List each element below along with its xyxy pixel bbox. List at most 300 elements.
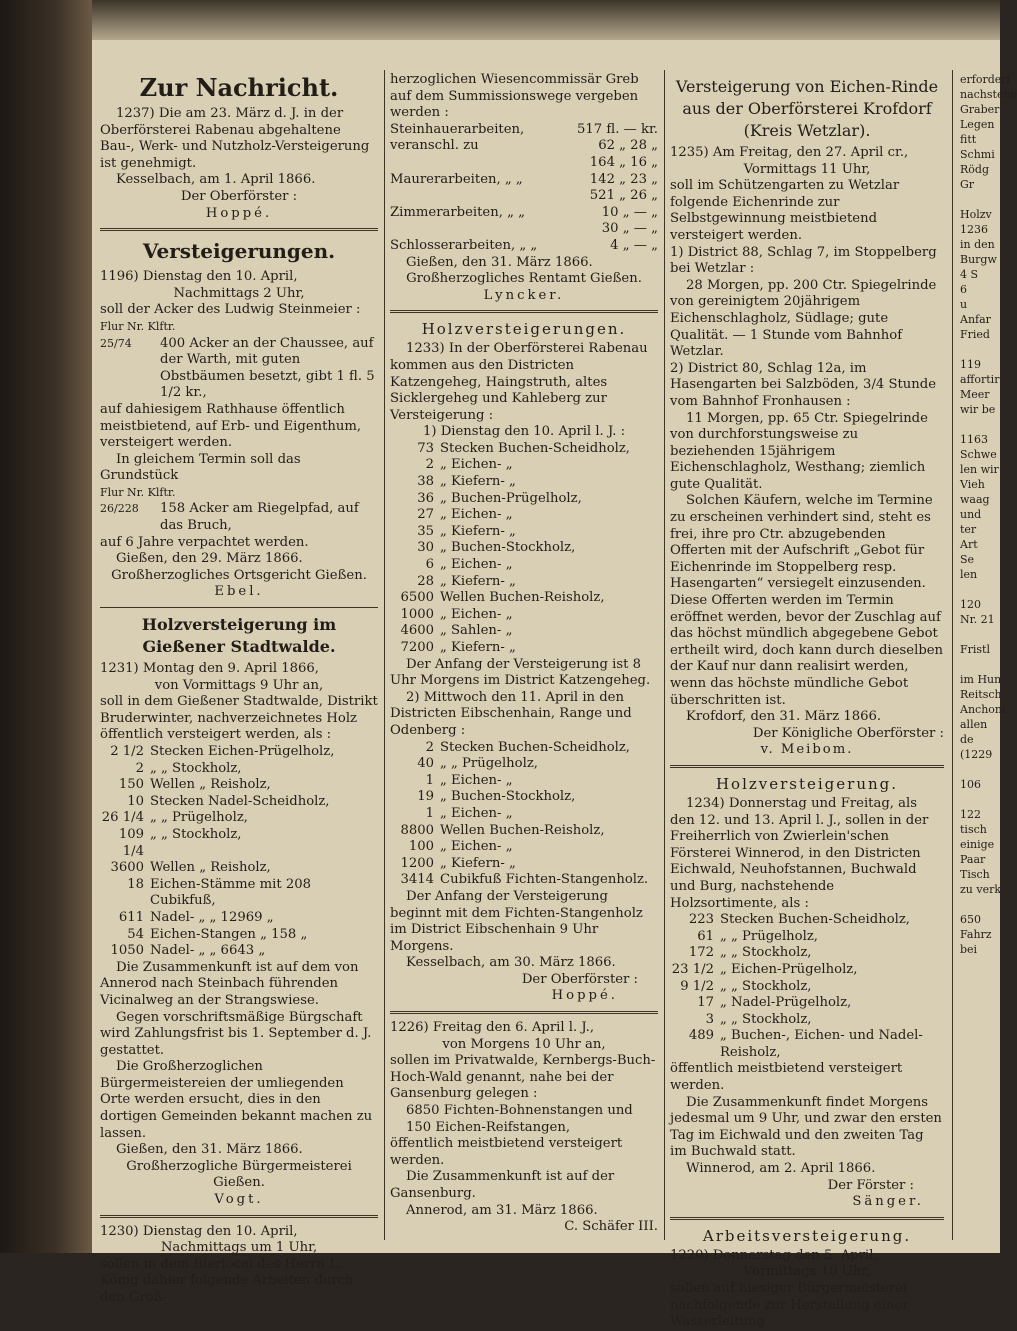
cropped-line: Nr. 21 (960, 613, 995, 626)
cropped-line: 650 (960, 913, 981, 926)
row-description: „ Kiefern- „ (440, 523, 516, 539)
priv-line: 1226) Freitag den 6. April l. J., (390, 1020, 595, 1036)
rinde-line: 1235) Am Freitag, den 27. April cr., (670, 145, 909, 160)
row-quantity: 611 (118, 909, 144, 925)
cropped-line: affortir (960, 373, 1000, 386)
cost-label: veranschl. zu (390, 138, 479, 154)
cropped-line: len wir (960, 463, 999, 476)
row-quantity: 2 (425, 739, 434, 755)
cropped-line: tisch (960, 823, 987, 836)
separator (100, 1215, 378, 1218)
separator (390, 1011, 658, 1014)
holz3-table (670, 912, 944, 1061)
table-row (100, 794, 378, 811)
cropped-line (960, 192, 1000, 207)
cost-label: Maurerarbeiten, „ „ (390, 171, 523, 187)
holz-line: Die Großherzoglichen Bürgermeistereien der umliegenden Orte werden ersucht, dies in den dortigen Gemeinden bekannt machen zu lassen. (100, 1059, 373, 1141)
holz-name: Vogt. (214, 1192, 264, 1208)
row-quantity: 36 (417, 490, 434, 506)
column-2 (390, 72, 658, 1236)
holz-line: 1231) Montag den 9. April 1866, (100, 661, 319, 677)
holz-line: Die Zusammenkunft ist auf dem von Annerod nach Steinbach führenden Vicinalweg an der Strangswiese. (100, 959, 359, 1008)
holz2-office: Der Oberförster : (521, 971, 638, 987)
cropped-line: u (960, 298, 968, 311)
cost-row (390, 188, 658, 205)
cost-row (390, 155, 658, 172)
row-description: „ Eichen- „ (440, 606, 513, 622)
row-quantity: 18 (127, 876, 144, 892)
cost-row (390, 221, 658, 238)
rentamt-date: Gießen, den 31. März 1866. (406, 254, 593, 270)
table-row (670, 912, 944, 929)
cropped-line: Vieh (960, 478, 985, 491)
row-quantity: 23 1/2 (671, 961, 714, 977)
row-quantity: 9 1/2 (680, 978, 714, 994)
holz3-line: Die Zusammenkunft findet Morgens jedesmal um 9 Uhr, und zwar den ersten Tag im Eichwald und den zweiten Tag im Buchwald statt. (670, 1094, 942, 1160)
verst-item-text: 158 Acker am Riegelpfad, auf das Bruch, (160, 501, 359, 534)
rinde-item: 1) District 88, Schlag 7, im Stoppelberg bei Wetzlar : (670, 244, 937, 277)
cropped-line: und (960, 508, 982, 521)
cost-row (390, 238, 658, 255)
holz2-table-2 (390, 740, 658, 889)
row-description: „ Eichen- „ (440, 839, 513, 855)
row-description: „ Kiefern- „ (440, 474, 516, 490)
cropped-line (960, 897, 1000, 912)
row-description: Wellen „ Reisholz, (150, 860, 271, 876)
cropped-line: Reitsch (960, 688, 1002, 701)
holzversteigerungen-title: Holzversteigerungen. (421, 320, 627, 339)
row-description: Stecken Buchen-Scheidholz, (440, 440, 630, 456)
rinde-date: Krofdorf, den 31. März 1866. (686, 709, 882, 725)
row-description: „ „ Stockholz, (720, 945, 812, 961)
row-description: „ Kiefern- „ (440, 573, 516, 589)
row-quantity: 1050 (110, 943, 144, 959)
row-description: Cubikfuß Fichten-Stangenholz. (440, 872, 649, 888)
row-quantity: 172 (688, 945, 714, 961)
arb3-line: sollen auf hiesiger Bürgermeisterei nachfolgende zur Herstellung einer Wasserleitung (670, 1281, 909, 1330)
table-row (390, 872, 658, 889)
verst-flur-header: Flur Nr. Klftr. (100, 485, 176, 499)
table-row (100, 827, 378, 860)
row-quantity: 150 (118, 777, 144, 793)
table-row (390, 507, 658, 524)
row-quantity: 28 (417, 573, 434, 589)
row-description: Stecken Eichen-Prügelholz, (150, 744, 335, 759)
row-quantity: 3 (705, 1011, 714, 1027)
rinde-item-detail: 28 Morgen, pp. 200 Ctr. Spiegelrinde von gereinigtem 20jährigem Eichenschlagholz, Südlage; gute Qualität. — 1 Stunde vom Bahnhof Wetzlar. (670, 277, 937, 360)
table-row (390, 574, 658, 591)
cropped-line: waag (960, 493, 990, 506)
cost-amount: 30 „ — „ (601, 221, 658, 237)
rentamt-office: Großherzogliches Rentamt Gießen. (406, 271, 642, 287)
rinde-office: Der Königliche Oberförster : (752, 725, 944, 741)
table-row (390, 457, 658, 474)
table-row (390, 640, 658, 657)
table-row (670, 962, 944, 979)
cropped-line: nachstehe (960, 88, 1017, 101)
row-description: „ Buchen-, Eichen- und Nadel-Reisholz, (720, 1028, 923, 1060)
holz2-intro: 1233) In der Oberförsterei Rabenau kommen aus den Districten Katzengeheg, Haingstruth, altes Sicklergeheg und Kahleberg zur Versteigerung : (390, 341, 648, 423)
verst-item (100, 336, 378, 402)
row-quantity: 61 (697, 928, 714, 944)
separator (390, 310, 658, 313)
table-row (390, 474, 658, 491)
verst-item-text: 400 Acker an der Chaussee, auf der Warth, mit guten Obstbäumen besetzt, gibt 1 fl. 5 1/2 kr., (160, 335, 375, 401)
row-quantity: 19 (417, 789, 434, 805)
cropped-line: 4 S (960, 268, 979, 281)
cost-amount: 62 „ 28 „ (598, 138, 658, 154)
column-rule (952, 70, 953, 1240)
verst-line: soll der Acker des Ludwig Steinmeier : (100, 302, 361, 318)
cropped-line: Holzv (960, 208, 992, 221)
row-description: „ „ Stockholz, (150, 760, 242, 776)
nachricht-office: Der Oberförster : (180, 188, 298, 204)
cropped-line: Fried (960, 328, 990, 341)
row-quantity: 489 (688, 1028, 714, 1044)
rinde-title: Versteigerung von Eichen-Rinde aus der Oberförsterei Krofdorf (Kreis Wetzlar). (675, 77, 939, 140)
holz-line: Gegen vorschriftsmäßige Bürgschaft wird Zahlungsfrist bis 1. September d. J. gestattet. (100, 1009, 372, 1058)
cropped-line: Legen (960, 118, 995, 131)
row-description: „ Kiefern- „ (440, 855, 516, 871)
nachricht-text: 1237) Die am 23. März d. J. in der Oberförsterei Rabenau abgehaltene Bau-, Werk- und Nutzholz-Versteigerung ist genehmigt. (100, 106, 370, 171)
table-row (390, 590, 658, 607)
row-description: „ Buchen-Stockholz, (440, 789, 576, 805)
cost-amount: 10 „ — „ (601, 204, 658, 220)
cost-amount: 517 fl. — kr. (577, 121, 658, 137)
table-row (100, 927, 378, 944)
row-description: Nadel- „ „ 12969 „ (150, 909, 274, 925)
holz2-line: Der Anfang der Versteigerung beginnt mit dem Fichten-Stangenholz im District Eibschenhain 9 Uhr Morgens. (390, 888, 643, 954)
priv-date: Annerod, am 31. März 1866. (406, 1202, 598, 1218)
verst-fraction: 25/74 (100, 336, 132, 350)
column-3 (670, 72, 944, 1331)
cropped-line: 6 (960, 283, 967, 296)
cropped-line: einige (960, 838, 995, 851)
cont-line: herzoglichen Wiesencommissär Greb auf dem Summissionswege vergeben werden : (390, 72, 639, 121)
row-description: „ Eichen-Prügelholz, (720, 961, 858, 977)
cropped-line: Schwe (960, 448, 997, 461)
row-description: „ Eichen- „ (440, 457, 513, 473)
cropped-line: fitt (960, 133, 977, 146)
cost-row (390, 122, 658, 139)
verst-flur-header: Flur Nr. Klftr. (100, 319, 176, 333)
row-quantity: 30 (417, 540, 434, 556)
table-row (100, 860, 378, 877)
row-description: „ „ Stockholz, (720, 1011, 812, 1027)
cropped-line: Meer (960, 388, 990, 401)
priv-line: öffentlich meistbietend versteigert werden. (390, 1136, 623, 1168)
separator (100, 607, 378, 608)
cost-row (390, 138, 658, 155)
holz3-intro: 1234) Donnerstag und Freitag, als den 12. und 13. April l. J., sollen in der Freiherrlich von Zwierlein'schen Försterei Winnerod, in den Districten Eichwald, Neuhofstannen, Buchwald und Burg, nachstehende Holzsortimente, als : (670, 795, 929, 911)
holz-stadtwald-title: Holzversteigerung im Gießener Stadtwalde. (141, 615, 337, 657)
verst-line: auf 6 Jahre verpachtet werden. (100, 534, 309, 550)
row-description: „ Kiefern- „ (440, 640, 516, 655)
cost-amount: 164 „ 16 „ (589, 154, 658, 170)
cropped-line: 122 (960, 808, 981, 821)
row-quantity: 54 (127, 926, 144, 942)
cropped-line (960, 582, 1000, 597)
rinde-item: 2) District 80, Schlag 12a, im Hasengarten bei Salzböden, 3/4 Stunde vom Bahnhof Fronhausen : (670, 360, 937, 409)
table-row (390, 839, 658, 856)
nachricht-name: Hoppé. (205, 205, 273, 221)
table-row (390, 441, 658, 458)
table-row (390, 491, 658, 508)
row-description: Nadel- „ „ 6643 „ (150, 943, 266, 959)
cost-label (390, 188, 563, 205)
nachricht-title: Zur Nachricht. (139, 73, 339, 102)
column-rule (384, 70, 385, 1240)
cropped-line (960, 417, 1000, 432)
table-row (670, 995, 944, 1012)
cropped-line: zu verk (960, 883, 1002, 896)
table-row (670, 979, 944, 996)
cost-row (390, 205, 658, 222)
row-quantity: 38 (417, 474, 434, 490)
cost-label: Schlosserarbeiten, „ „ (390, 237, 538, 253)
table-row (390, 789, 658, 806)
row-description: „ Buchen-Prügelholz, (440, 490, 582, 506)
row-quantity: 2 (425, 457, 434, 473)
row-description: „ Sahlen- „ (440, 623, 513, 639)
table-row (100, 761, 378, 778)
row-quantity: 1 (425, 805, 434, 821)
row-description: „ „ Prügelholz, (440, 756, 538, 772)
arb-line: sollen in dem Bierlocal des Herrn L. König dahier folgende Arbeiten durch den Groß- (100, 1256, 354, 1305)
cropped-line: Fahrz (960, 928, 992, 941)
row-description: „ „ Stockholz, (720, 978, 812, 994)
holz2-line: Der Anfang der Versteigerung ist 8 Uhr Morgens im District Katzengeheg. (390, 656, 651, 689)
cropped-line: im Hun (960, 673, 1002, 686)
table-row (390, 773, 658, 790)
page-top-shadow (92, 0, 1000, 40)
row-description: „ Eichen- „ (440, 805, 513, 821)
column-4-cropped (960, 72, 1017, 957)
row-description: „ Eichen- „ (440, 557, 513, 573)
rinde-name: v. Meibom. (760, 742, 854, 758)
row-description: Wellen Buchen-Reisholz, (440, 590, 605, 606)
cropped-line: Rödg (960, 163, 989, 176)
arb-line: 1230) Dienstag den 10. April, (100, 1223, 298, 1239)
priv-line: von Morgens 10 Uhr an, (442, 1036, 606, 1052)
row-quantity: 3600 (110, 860, 144, 876)
priv-line: sollen im Privatwalde, Kernbergs-Buch-Hoch-Wald genannt, nahe bei der Gansenburg gelegen : (390, 1053, 656, 1102)
table-row (670, 1012, 944, 1029)
row-description: „ „ Stockholz, (150, 826, 242, 842)
table-row (100, 777, 378, 794)
row-quantity: 2 1/2 (110, 744, 144, 759)
table-row (390, 557, 658, 574)
table-row (390, 823, 658, 840)
table-row (670, 929, 944, 946)
arb3-line: Vormittags 10 Uhr, (743, 1264, 871, 1280)
versteigerungen-title: Versteigerungen. (142, 239, 336, 264)
table-row (100, 810, 378, 827)
holz2-day: 2) Mittwoch den 11. April in den Districten Eibschenhain, Range und Odenberg : (390, 689, 632, 738)
cropped-line: Fristl (960, 643, 990, 656)
row-description: „ Buchen-Stockholz, (440, 540, 576, 556)
cropped-line: Anchoni (960, 703, 1006, 716)
row-description: „ „ Prügelholz, (720, 928, 818, 944)
cropped-line: ter (960, 523, 977, 536)
cropped-line: Graber (960, 103, 1000, 116)
cropped-line: allen (960, 718, 988, 731)
verst-fraction: 26/228 (100, 502, 139, 516)
cost-amount: 142 „ 23 „ (589, 171, 658, 187)
cost-amount: 4 „ — „ (610, 237, 658, 253)
row-quantity: 1200 (400, 855, 434, 871)
holz-office: Großherzogliche Bürgermeisterei Gießen. (126, 1158, 352, 1191)
rinde-text: Solchen Käufern, welche im Termine zu erscheinen verhindert sind, steht es frei, ihre pro Ctr. abzugebenden Offerten mit der Aufschrift „Gebot für Eichenrinde im Stoppelberg resp. Hasengarten“ versiegelt einzusenden. Diese Offerten werden im Termin eröffnet werden, bevor der Zuschlag auf das höchst mündlich abgegebene Gebot ertheilt wird, doch kann durch dieselben der Kauf nur dann realisirt werden, wenn das höchste mündliche Gebot überschritten ist. (670, 493, 944, 708)
cost-row (390, 172, 658, 189)
cost-label (390, 221, 563, 238)
row-quantity: 223 (688, 912, 714, 928)
row-quantity: 10 (127, 793, 144, 809)
holzversteigerung-title: Holzversteigerung. (715, 774, 899, 793)
holz3-office: Der Förster : (827, 1177, 914, 1193)
holz3-name: Sänger. (852, 1194, 924, 1210)
cropped-line: 120 (960, 598, 981, 611)
table-row (390, 856, 658, 873)
arbeitsversteigerung-title: Arbeitsversteigerung. (702, 1226, 912, 1245)
cropped-line: Burgw (960, 253, 997, 266)
cost-amount: 521 „ 26 „ (589, 188, 658, 204)
verst-name: Ebel. (214, 584, 264, 600)
row-description: „ Eichen- „ (440, 772, 513, 788)
table-row (670, 945, 944, 962)
row-quantity: 3414 (400, 872, 434, 888)
table-row (670, 1028, 944, 1061)
holz2-date: Kesselbach, am 30. März 1866. (406, 955, 616, 971)
cropped-line (960, 762, 1000, 777)
row-quantity: 73 (417, 440, 434, 456)
holz3-line: öffentlich meistbietend versteigert werden. (670, 1061, 903, 1094)
row-description: „ Nadel-Prügelholz, (720, 995, 852, 1011)
cropped-line (960, 627, 1000, 642)
row-quantity: 35 (417, 523, 434, 539)
cropped-line: 106 (960, 778, 981, 791)
cropped-line: Schmi (960, 148, 995, 161)
table-row (100, 910, 378, 927)
cropped-line: in den (960, 238, 995, 251)
row-quantity: 100 (408, 839, 434, 855)
table-row (100, 744, 378, 761)
row-quantity: 1000 (400, 606, 434, 622)
row-quantity: 17 (697, 995, 714, 1011)
nachricht-place: Kesselbach, am 1. April 1866. (116, 172, 316, 188)
rinde-line: Vormittags 11 Uhr, (743, 161, 871, 177)
cost-label (390, 155, 563, 172)
table-row (390, 540, 658, 557)
row-quantity: 109 1/4 (118, 826, 144, 859)
holz2-day: 1) Dienstag den 10. April l. J. : (422, 424, 626, 440)
column-rule (664, 70, 665, 1240)
column-1 (100, 72, 378, 1307)
cropped-line: erforderl (960, 73, 1011, 86)
row-quantity: 7200 (400, 640, 434, 655)
row-quantity: 6500 (400, 590, 434, 606)
row-description: Stecken Buchen-Scheidholz, (720, 912, 910, 928)
cost-label: Steinhauerarbeiten, (390, 121, 525, 137)
row-description: „ „ Prügelholz, (150, 810, 248, 826)
row-description: Wellen Buchen-Reisholz, (440, 822, 605, 838)
rinde-line: soll im Schützengarten zu Wetzlar folgende Eichenrinde zur Selbstgewinnung meistbietend versteigert werden. (670, 178, 900, 243)
verst-item (100, 501, 378, 534)
holz-table (100, 744, 378, 960)
table-row (100, 877, 378, 910)
row-quantity: 40 (417, 756, 434, 772)
row-description: Eichen-Stangen „ 158 „ (150, 926, 308, 942)
holz2-name: Hoppé. (551, 988, 618, 1004)
priv-item: 6850 Fichten-Bohnenstangen und (406, 1103, 633, 1119)
row-description: Stecken Buchen-Scheidholz, (440, 739, 630, 755)
verst-date: Gießen, den 29. März 1866. (116, 551, 303, 567)
table-row (390, 607, 658, 624)
cropped-line: Paar (960, 853, 986, 866)
verst-line: 1196) Dienstag den 10. April, (100, 269, 298, 285)
priv-line: Die Zusammenkunft ist auf der Gansenburg. (390, 1169, 615, 1201)
rentamt-name: Lyncker. (483, 287, 565, 303)
cost-label: Zimmerarbeiten, „ „ (390, 204, 525, 220)
row-quantity: 4600 (400, 623, 434, 639)
separator (100, 228, 378, 231)
cropped-line (960, 792, 1000, 807)
verst-office: Großherzogliches Ortsgericht Gießen. (111, 567, 367, 583)
separator (670, 1217, 944, 1220)
row-description: Wellen „ Reisholz, (150, 777, 271, 793)
cropped-line: 1236 (960, 223, 988, 236)
cropped-line: Se (960, 553, 975, 566)
row-description: „ Eichen- „ (440, 507, 513, 523)
row-quantity: 27 (417, 507, 434, 523)
table-row (390, 623, 658, 640)
holz2-table-1 (390, 441, 658, 657)
table-row (390, 756, 658, 773)
row-quantity: 2 (135, 760, 144, 776)
rinde-item-detail: 11 Morgen, pp. 65 Ctr. Spiegelrinde von durchforstungsweise zu beziehenden 15jährigem Eichenschlagholz, Westhang; ziemlich gute Qualität. (670, 410, 928, 492)
holz-line: soll in dem Gießener Stadtwalde, Distrikt Bruderwinter, nachverzeichnetes Holz öffentlich versteigert werden, als : (100, 694, 378, 743)
cropped-line: de (960, 733, 974, 746)
verst-line: In gleichem Termin soll das Grundstück (100, 451, 301, 484)
row-quantity: 8800 (400, 822, 434, 838)
cropped-line (960, 657, 1000, 672)
table-row (100, 943, 378, 960)
cropped-line: 1163 (960, 433, 988, 446)
arb3-line: 1220) Donnerstag den 5. April, (670, 1247, 878, 1263)
table-row (390, 740, 658, 757)
row-description: Stecken Nadel-Scheidholz, (150, 793, 330, 809)
separator (670, 765, 944, 768)
verst-line: Nachmittags 2 Uhr, (173, 285, 305, 301)
cropped-line: (1229 (960, 748, 993, 761)
cropped-line (960, 342, 1000, 357)
book-binding-edge (0, 0, 92, 1253)
holz-line: von Vormittags 9 Uhr an, (154, 677, 324, 693)
cropped-line: Anfar (960, 313, 991, 326)
table-row (390, 524, 658, 541)
arb-line: Nachmittags um 1 Uhr, (160, 1240, 318, 1256)
holz-date: Gießen, den 31. März 1866. (116, 1142, 303, 1158)
cropped-line: wir be (960, 403, 996, 416)
row-quantity: 1 (425, 772, 434, 788)
priv-item: 150 Eichen-Reifstangen, (406, 1119, 571, 1135)
arbeiten-table (390, 122, 658, 255)
table-row (390, 806, 658, 823)
cropped-line: Art (960, 538, 978, 551)
row-description: Eichen-Stämme mit 208 Cubikfuß, (150, 876, 312, 909)
row-quantity: 26 1/4 (101, 810, 144, 826)
cropped-line: Tisch (960, 868, 990, 881)
